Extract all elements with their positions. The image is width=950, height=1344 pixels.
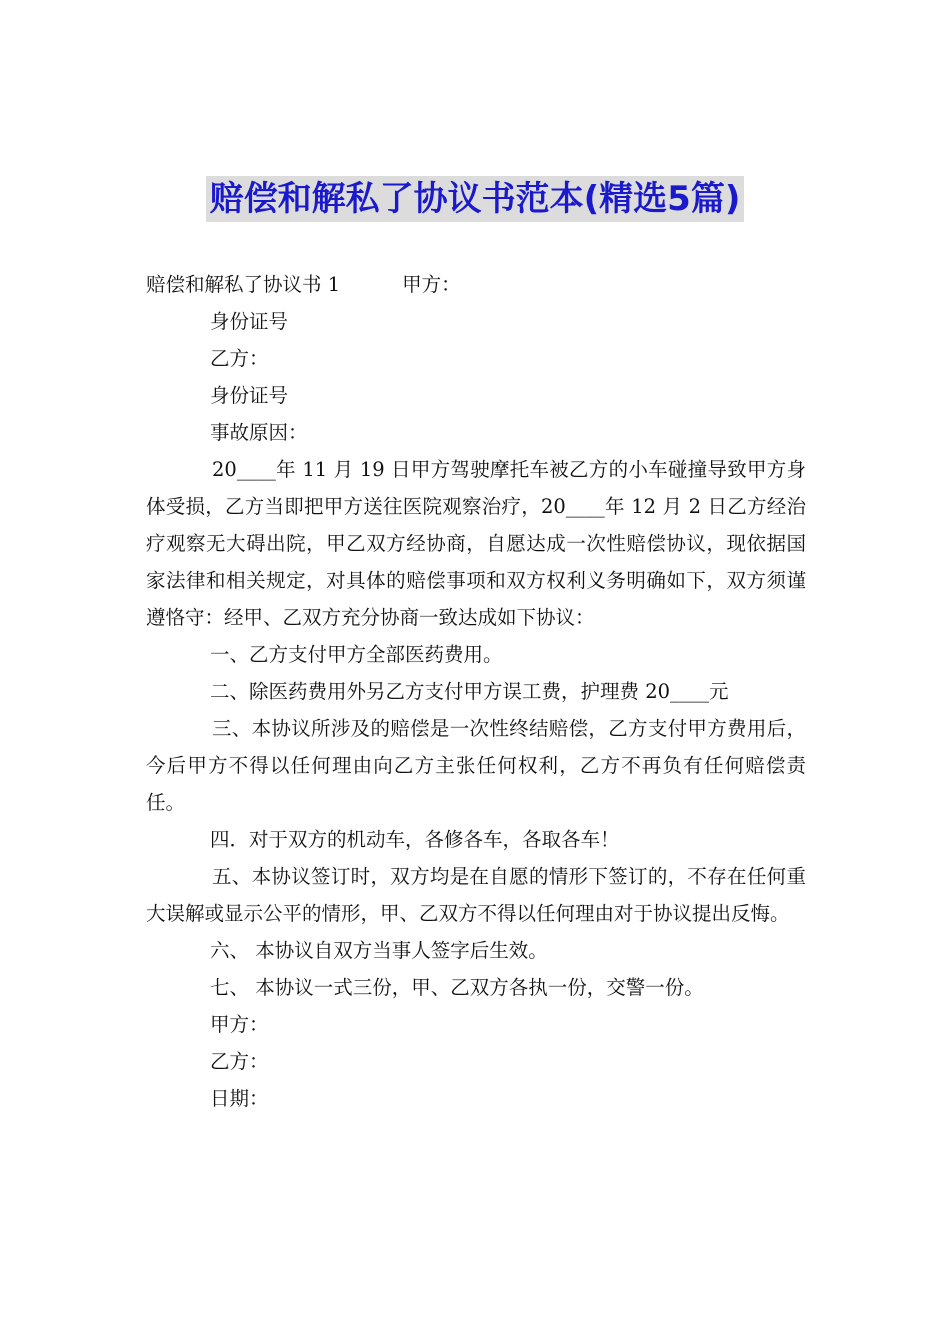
clause-7: 七、 本协议一式三份，甲、乙双方各执一份，交警一份。	[210, 976, 704, 999]
id-number-b: 身份证号	[210, 384, 289, 407]
id-number-a: 身份证号	[210, 310, 289, 333]
intro-party-a: 甲方：	[402, 273, 461, 296]
clause-3: 三、本协议所涉及的赔偿是一次性终结赔偿，乙方支付甲方费用后，今后甲方不得以任何理由向乙方主张任何权利，乙方不再负有任何赔偿责任。	[146, 717, 806, 814]
document-title-wrap	[0, 176, 950, 222]
signature-date: 日期：	[210, 1087, 269, 1110]
accident-paragraph: 20____年 11 月 19 日甲方驾驶摩托车被乙方的小车碰撞导致甲方身体受损，乙方当即把甲方送往医院观察治疗，20____年 12 月 2 日乙方经治疗观察无大碍出院，甲乙双方经协商，自愿达成一次性赔偿协议，现依据国家法律和相关规定，对具体的赔偿事项和双方权利义务明确如下，双方须谨遵恪守：经甲、乙双方充分协商一致达成如下协议：	[146, 458, 806, 629]
document-body	[146, 266, 806, 1117]
intro-line	[146, 266, 806, 303]
party-b-label: 乙方：	[210, 347, 269, 370]
clause-4: 四．对于双方的机动车，各修各车，各取各车！	[210, 828, 620, 851]
document-title: 赔偿和解私了协议书范本(精选5篇)	[206, 176, 745, 222]
signature-party-b: 乙方：	[210, 1050, 269, 1073]
clause-6: 六、 本协议自双方当事人签字后生效。	[210, 939, 548, 962]
accident-cause-label: 事故原因：	[210, 421, 308, 444]
intro-heading: 赔偿和解私了协议书 1	[146, 273, 341, 296]
signature-party-a: 甲方：	[210, 1013, 269, 1036]
intro-spacer	[340, 266, 402, 303]
clause-1: 一、乙方支付甲方全部医药费用。	[210, 643, 503, 666]
clause-2: 二、除医药费用外另乙方支付甲方误工费，护理费 20____元	[210, 680, 729, 703]
clause-5: 五、本协议签订时，双方均是在自愿的情形下签订的，不存在任何重大误解或显示公平的情形，甲、乙双方不得以任何理由对于协议提出反悔。	[146, 865, 806, 925]
